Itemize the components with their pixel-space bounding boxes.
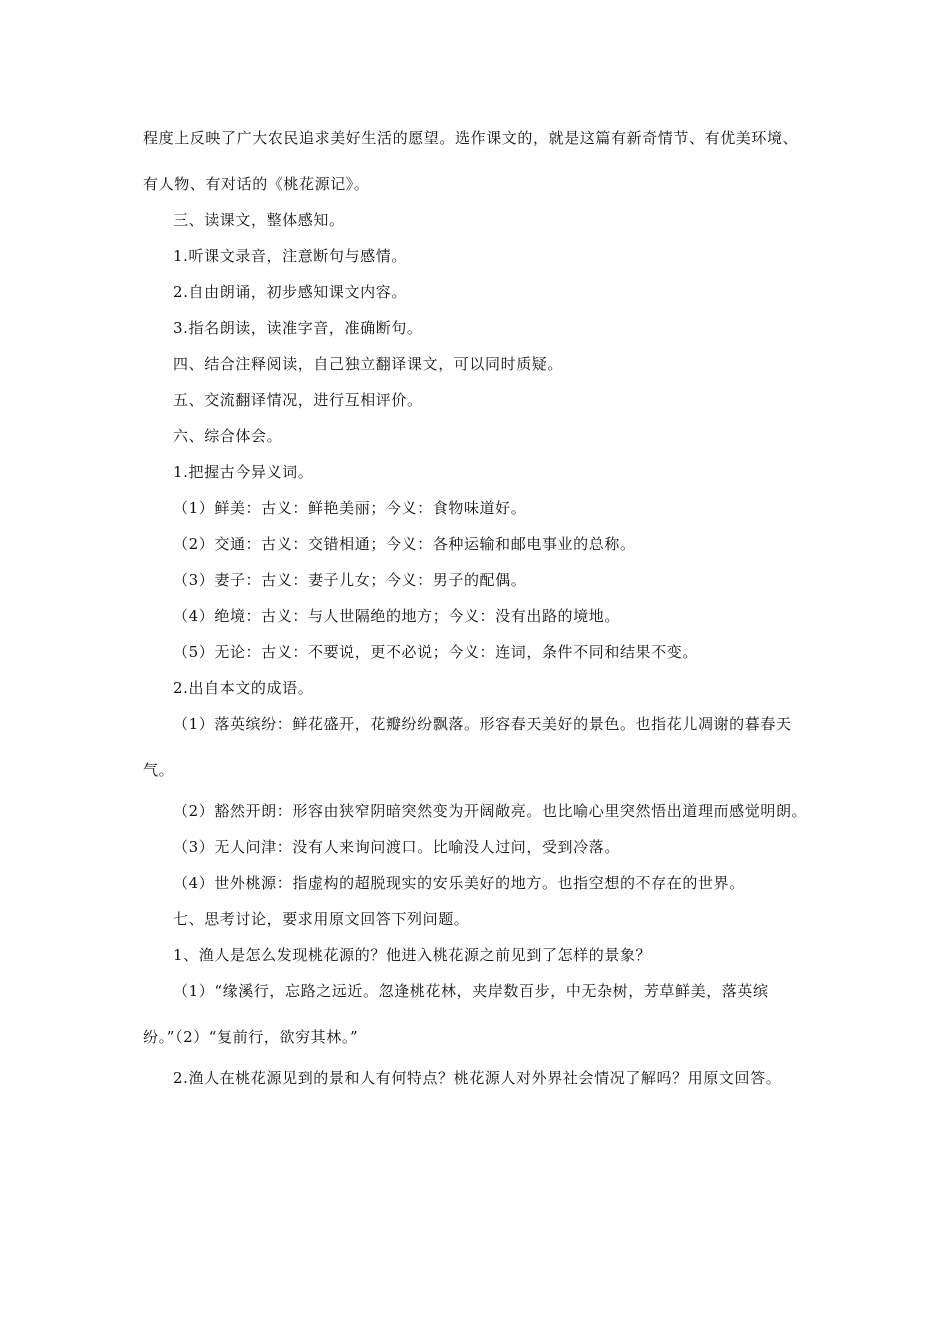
- list-item: （2）交通：古义：交错相通；今义：各种运输和邮电事业的总称。: [173, 535, 636, 553]
- document-body: [143, 120, 808, 1096]
- list-item: （3）妻子：古义：妻子儿女；今义：男子的配偶。: [173, 571, 527, 589]
- section-heading-read-text: 三、读课文，整体感知。: [173, 211, 345, 229]
- list-item: 1.听课文录音，注意断句与感情。: [173, 247, 407, 265]
- list-item: 2.自由朗诵，初步感知课文内容。: [173, 283, 407, 301]
- list-item: （1）落英缤纷：鲜花盛开，花瓣纷纷飘落。形容春天美好的景色。也指花儿凋谢的暮春天气。: [143, 715, 792, 779]
- question-item: 2.渔人在桃花源见到的景和人有何特点？桃花源人对外界社会情况了解吗？用原文回答。: [173, 1069, 782, 1087]
- section-heading-annotation-reading: 四、结合注释阅读，自己独立翻译课文，可以同时质疑。: [173, 355, 564, 373]
- list-item: 2.出自本文的成语。: [173, 679, 314, 697]
- answer-item: （1）“缘溪行，忘路之远近。忽逢桃花林，夹岸数百步，中无杂树，芳草鲜美，落英缤纷。”（2）“复前行，欲穷其林。”: [143, 982, 769, 1046]
- list-item: （3）无人问津：没有人来询问渡口。比喻没人过问，受到冷落。: [173, 838, 620, 856]
- question-item: 1、渔人是怎么发现桃花源的？他进入桃花源之前见到了怎样的景象？: [173, 946, 652, 964]
- list-item: （2）豁然开朗：形容由狭窄阴暗突然变为开阔敞亮。也比喻心里突然悟出道理而感觉明朗。: [173, 802, 808, 820]
- paragraph-intro-continued: 程度上反映了广大农民追求美好生活的愿望。选作课文的，就是这篇有新奇情节、有优美环境、有人物、有对话的《桃花源记》。: [143, 129, 799, 193]
- list-item: （4）绝境：古义：与人世隔绝的地方；今义：没有出路的境地。: [173, 607, 620, 625]
- list-item: （4）世外桃源：指虚构的超脱现实的安乐美好的地方。也指空想的不存在的世界。: [173, 874, 745, 892]
- list-item: 1.把握古今异义词。: [173, 463, 314, 481]
- list-item: （1）鲜美：古义：鲜艳美丽；今义：食物味道好。: [173, 499, 527, 517]
- section-heading-comprehensive: 六、综合体会。: [173, 427, 283, 445]
- section-heading-discussion: 七、思考讨论，要求用原文回答下列问题。: [173, 910, 470, 928]
- section-heading-exchange: 五、交流翻译情况，进行互相评价。: [173, 391, 423, 409]
- list-item: 3.指名朗读，读准字音，准确断句。: [173, 319, 423, 337]
- list-item: （5）无论：古义：不要说，更不必说；今义：连词，条件不同和结果不变。: [173, 643, 698, 661]
